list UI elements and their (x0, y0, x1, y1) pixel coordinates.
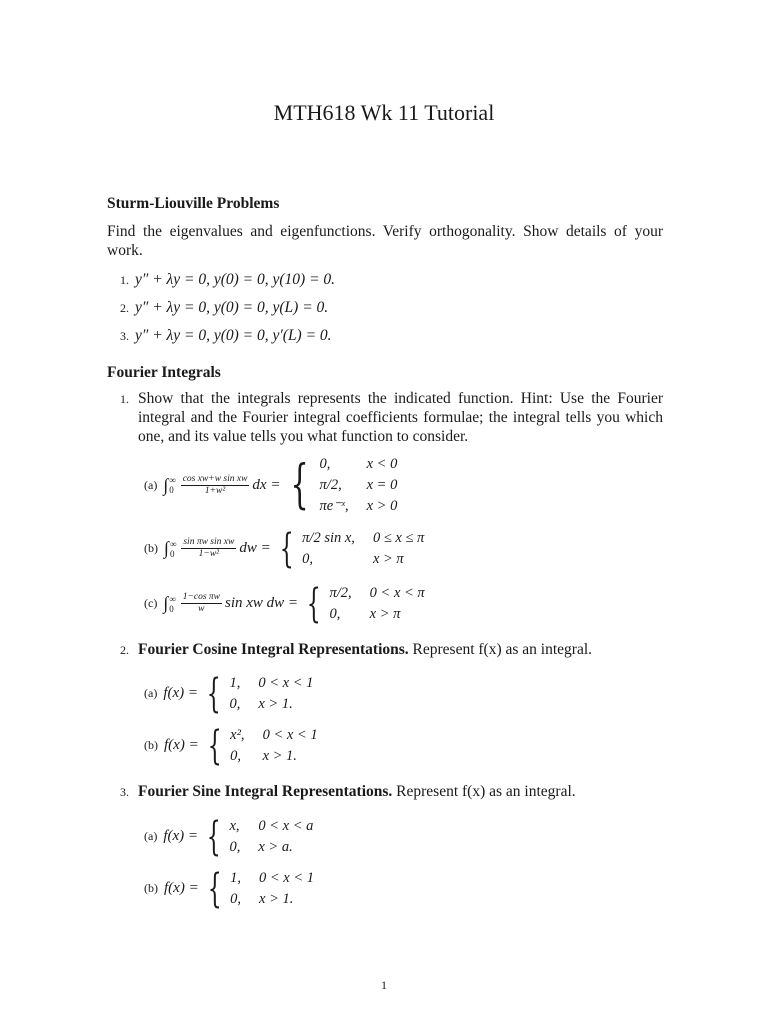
left-brace: { (206, 670, 221, 717)
piecewise-cases: x², 0 < x < 1 0, x > 1. (230, 727, 318, 764)
fi-3a: (a) f(x) = { x, 0 < x < a 0, x > a. (144, 813, 314, 860)
fi-1c: (c) ∫ ∞ 0 $\frac{\text{1−cos πw}}{w}$ sin xw dw = { π/2, 0 < x < π 0, x > π (144, 580, 425, 627)
sl-problem-2: 2. y″ + λy = 0, y(0) = 0, y(L) = 0. (120, 299, 329, 316)
page-title: MTH618 Wk 11 Tutorial (273, 100, 495, 125)
sl-instructions: Find the eigenvalues and eigenfunctions. Verify orthogonality. Show details of your work. (107, 223, 663, 259)
piecewise-cases: 1, 0 < x < 1 0, x > 1. (229, 675, 314, 712)
left-brace: { (279, 525, 294, 572)
sl-problem-1: 1. y″ + λy = 0, y(0) = 0, y(10) = 0. (120, 271, 336, 288)
fi-3b: (b) f(x) = { 1, 0 < x < 1 0, x > 1. (144, 865, 315, 912)
piecewise-cases: π/2 sin x, 0 ≤ x ≤ π 0, x > π (302, 530, 425, 567)
fi-1a: (a) ∫ ∞ 0 $\frac{\text{cos xw+w sin xw}}{\text{1+w²}}$ dx = { 0, x < 0 π/2, x = 0 πe⁻ˣ, x > 0 (144, 455, 398, 515)
integral-sign: ∫ (164, 538, 169, 558)
fi-2b: (b) f(x) = { x², 0 < x < 1 0, x > 1. (144, 722, 318, 769)
piecewise-cases: x, 0 < x < a 0, x > a. (229, 818, 314, 855)
piecewise-cases: 0, x < 0 π/2, x = 0 πe⁻ˣ, x > 0 (319, 456, 398, 514)
sl-problem-3: 3. y″ + λy = 0, y(0) = 0, y′(L) = 0. (120, 327, 332, 344)
fi-2a: (a) f(x) = { 1, 0 < x < 1 0, x > 1. (144, 670, 314, 717)
fi-item-1: 1. Show that the integrals represents the indicated function. Hint: Use the Fourier integral and the Fourier integral coefficients formulae; the integral tells you which one, and its value tells you what function to consider. (120, 390, 663, 445)
integral-sign: ∫ (163, 474, 169, 495)
piecewise-cases: 1, 0 < x < 1 0, x > 1. (230, 870, 315, 907)
left-brace: { (206, 813, 221, 860)
left-brace: { (290, 455, 310, 515)
section-heading-fourier-integrals: Fourier Integrals (107, 364, 221, 381)
left-brace: { (207, 865, 222, 912)
integral-sign: ∫ (163, 593, 169, 613)
left-brace: { (207, 722, 222, 769)
piecewise-cases: π/2, 0 < x < π 0, x > π (329, 585, 425, 622)
page-number: 1 (381, 978, 387, 992)
fi-1b: (b) ∫ ∞ 0 $\frac{\text{sin πw sin xw}}{\text{1−w²}}$ dw = { π/2 sin x, 0 ≤ x ≤ π 0, x > π (144, 525, 425, 572)
fi-item-3: 3. Fourier Sine Integral Representations. Represent f(x) as an integral. (120, 783, 576, 800)
fi-item-2: 2. Fourier Cosine Integral Representations. Represent f(x) as an integral. (120, 641, 592, 658)
section-heading-sturm-liouville: Sturm-Liouville Problems (107, 195, 280, 212)
left-brace: { (306, 580, 321, 627)
